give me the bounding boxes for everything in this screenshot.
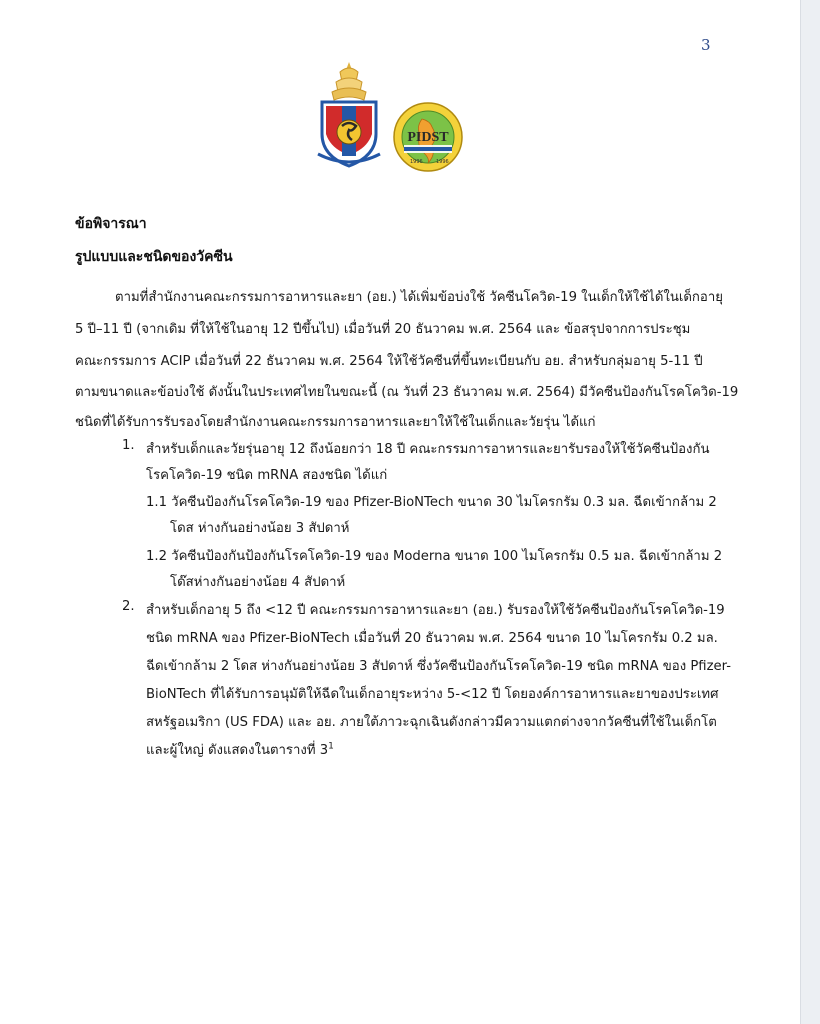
subsection-title: รูปแบบและชนิดของวัคซีน <box>75 249 233 265</box>
list-item-line: โรคโควิด-19 ชนิด mRNA สองชนิด ได้แก่ <box>146 468 388 483</box>
intro-line: 5 ปี–11 ปี (จากเดิม ที่ให้ใช้ในอายุ 12 ปีขึ้นไป) เมื่อวันที่ 20 ธันวาคม พ.ศ. 2564 และ ข้อสรุปจากการประชุม <box>75 322 691 337</box>
list-item-line-last <box>146 739 334 760</box>
pidst-seal-year-left: 1996 <box>410 159 423 165</box>
list-item-line: สำหรับเด็กอายุ 5 ถึง <12 ปี คณะกรรมการอาหารและยา (อย.) รับรองให้ใช้วัคซีนป้องกันโรคโควิด-19 <box>146 603 725 618</box>
intro-line: คณะกรรมการ ACIP เมื่อวันที่ 22 ธันวาคม พ.ศ. 2564 ให้ใช้วัคซีนที่ขึ้นทะเบียนกับ อย. สำหรับกลุ่มอายุ 5-11 ปี <box>75 354 703 369</box>
fda-thailand-emblem-icon <box>312 60 386 168</box>
sub-item-line: 1.2 วัคซีนป้องกันป้องกันโรคโควิด-19 ของ Moderna ขนาด 100 ไมโครกรัม 0.5 มล. ฉีดเข้ากล้าม 2 <box>146 549 723 564</box>
sub-item-line: โดส ห่างกันอย่างน้อย 3 สัปดาห์ <box>170 521 350 536</box>
pidst-seal-year-right: 1996 <box>436 159 449 165</box>
sub-item-line: โด๊สห่างกันอย่างน้อย 4 สัปดาห์ <box>170 575 346 590</box>
list-item-line: สหรัฐอเมริกา (US FDA) และ อย. ภายใต้ภาวะฉุกเฉินดังกล่าวมีความแตกต่างจากวัคซีนที่ใช้ในเด็กโต <box>146 715 717 730</box>
sub-item-line: 1.1 วัคซีนป้องกันโรคโควิด-19 ของ Pfizer-BioNTech ขนาด 30 ไมโครกรัม 0.3 มล. ฉีดเข้ากล้าม 2 <box>146 495 717 510</box>
list-item-line: BioNTech ที่ได้รับการอนุมัติให้ฉีดในเด็กอายุระหว่าง 5-<12 ปี โดยองค์การอาหารและยาของประเทศ <box>146 687 719 702</box>
section-title: ข้อพิจารณา <box>75 216 147 232</box>
pidst-seal-text: PIDST <box>407 130 449 145</box>
viewer-background <box>800 0 820 1024</box>
list-item-line: ชนิด mRNA ของ Pfizer-BioNTech เมื่อวันที่ 20 ธันวาคม พ.ศ. 2564 ขนาด 10 ไมโครกรัม 0.2 มล. <box>146 631 718 646</box>
list-item-number: 1. <box>122 438 135 453</box>
intro-line: ตามขนาดและข้อบ่งใช้ ดังนั้นในประเทศไทยในขณะนี้ (ณ วันที่ 23 ธันวาคม พ.ศ. 2564) มีวัคซีนป้องกันโรคโควิด-19 <box>75 385 739 400</box>
list-item-line: และผู้ใหญ่ ดังแสดงในตารางที่ 3 <box>146 743 329 758</box>
pidst-seal-icon <box>392 101 464 173</box>
footnote-reference[interactable]: 1 <box>328 741 334 752</box>
list-item-line: สำหรับเด็กและวัยรุ่นอายุ 12 ถึงน้อยกว่า 18 ปี คณะกรรมการอาหารและยารับรองให้ใช้วัคซีนป้องกัน <box>146 442 710 457</box>
list-item-line: ฉีดเข้ากล้าม 2 โดส ห่างกันอย่างน้อย 3 สัปดาห์ ซึ่งวัคซีนป้องกันโรคโควิด-19 ชนิด mRNA ของ Pfizer- <box>146 659 731 674</box>
page-number: 3 <box>701 36 711 54</box>
intro-line: ตามที่สำนักงานคณะกรรมการอาหารและยา (อย.) ได้เพิ่มข้อบ่งใช้ วัคซีนโควิด-19 ในเด็กให้ใช้ได้ในเด็กอายุ <box>115 290 723 305</box>
intro-line: ชนิดที่ได้รับการรับรองโดยสำนักงานคณะกรรมการอาหารและยาให้ใช้ในเด็กและวัยรุ่น ได้แก่ <box>75 415 596 430</box>
list-item-number: 2. <box>122 599 135 614</box>
